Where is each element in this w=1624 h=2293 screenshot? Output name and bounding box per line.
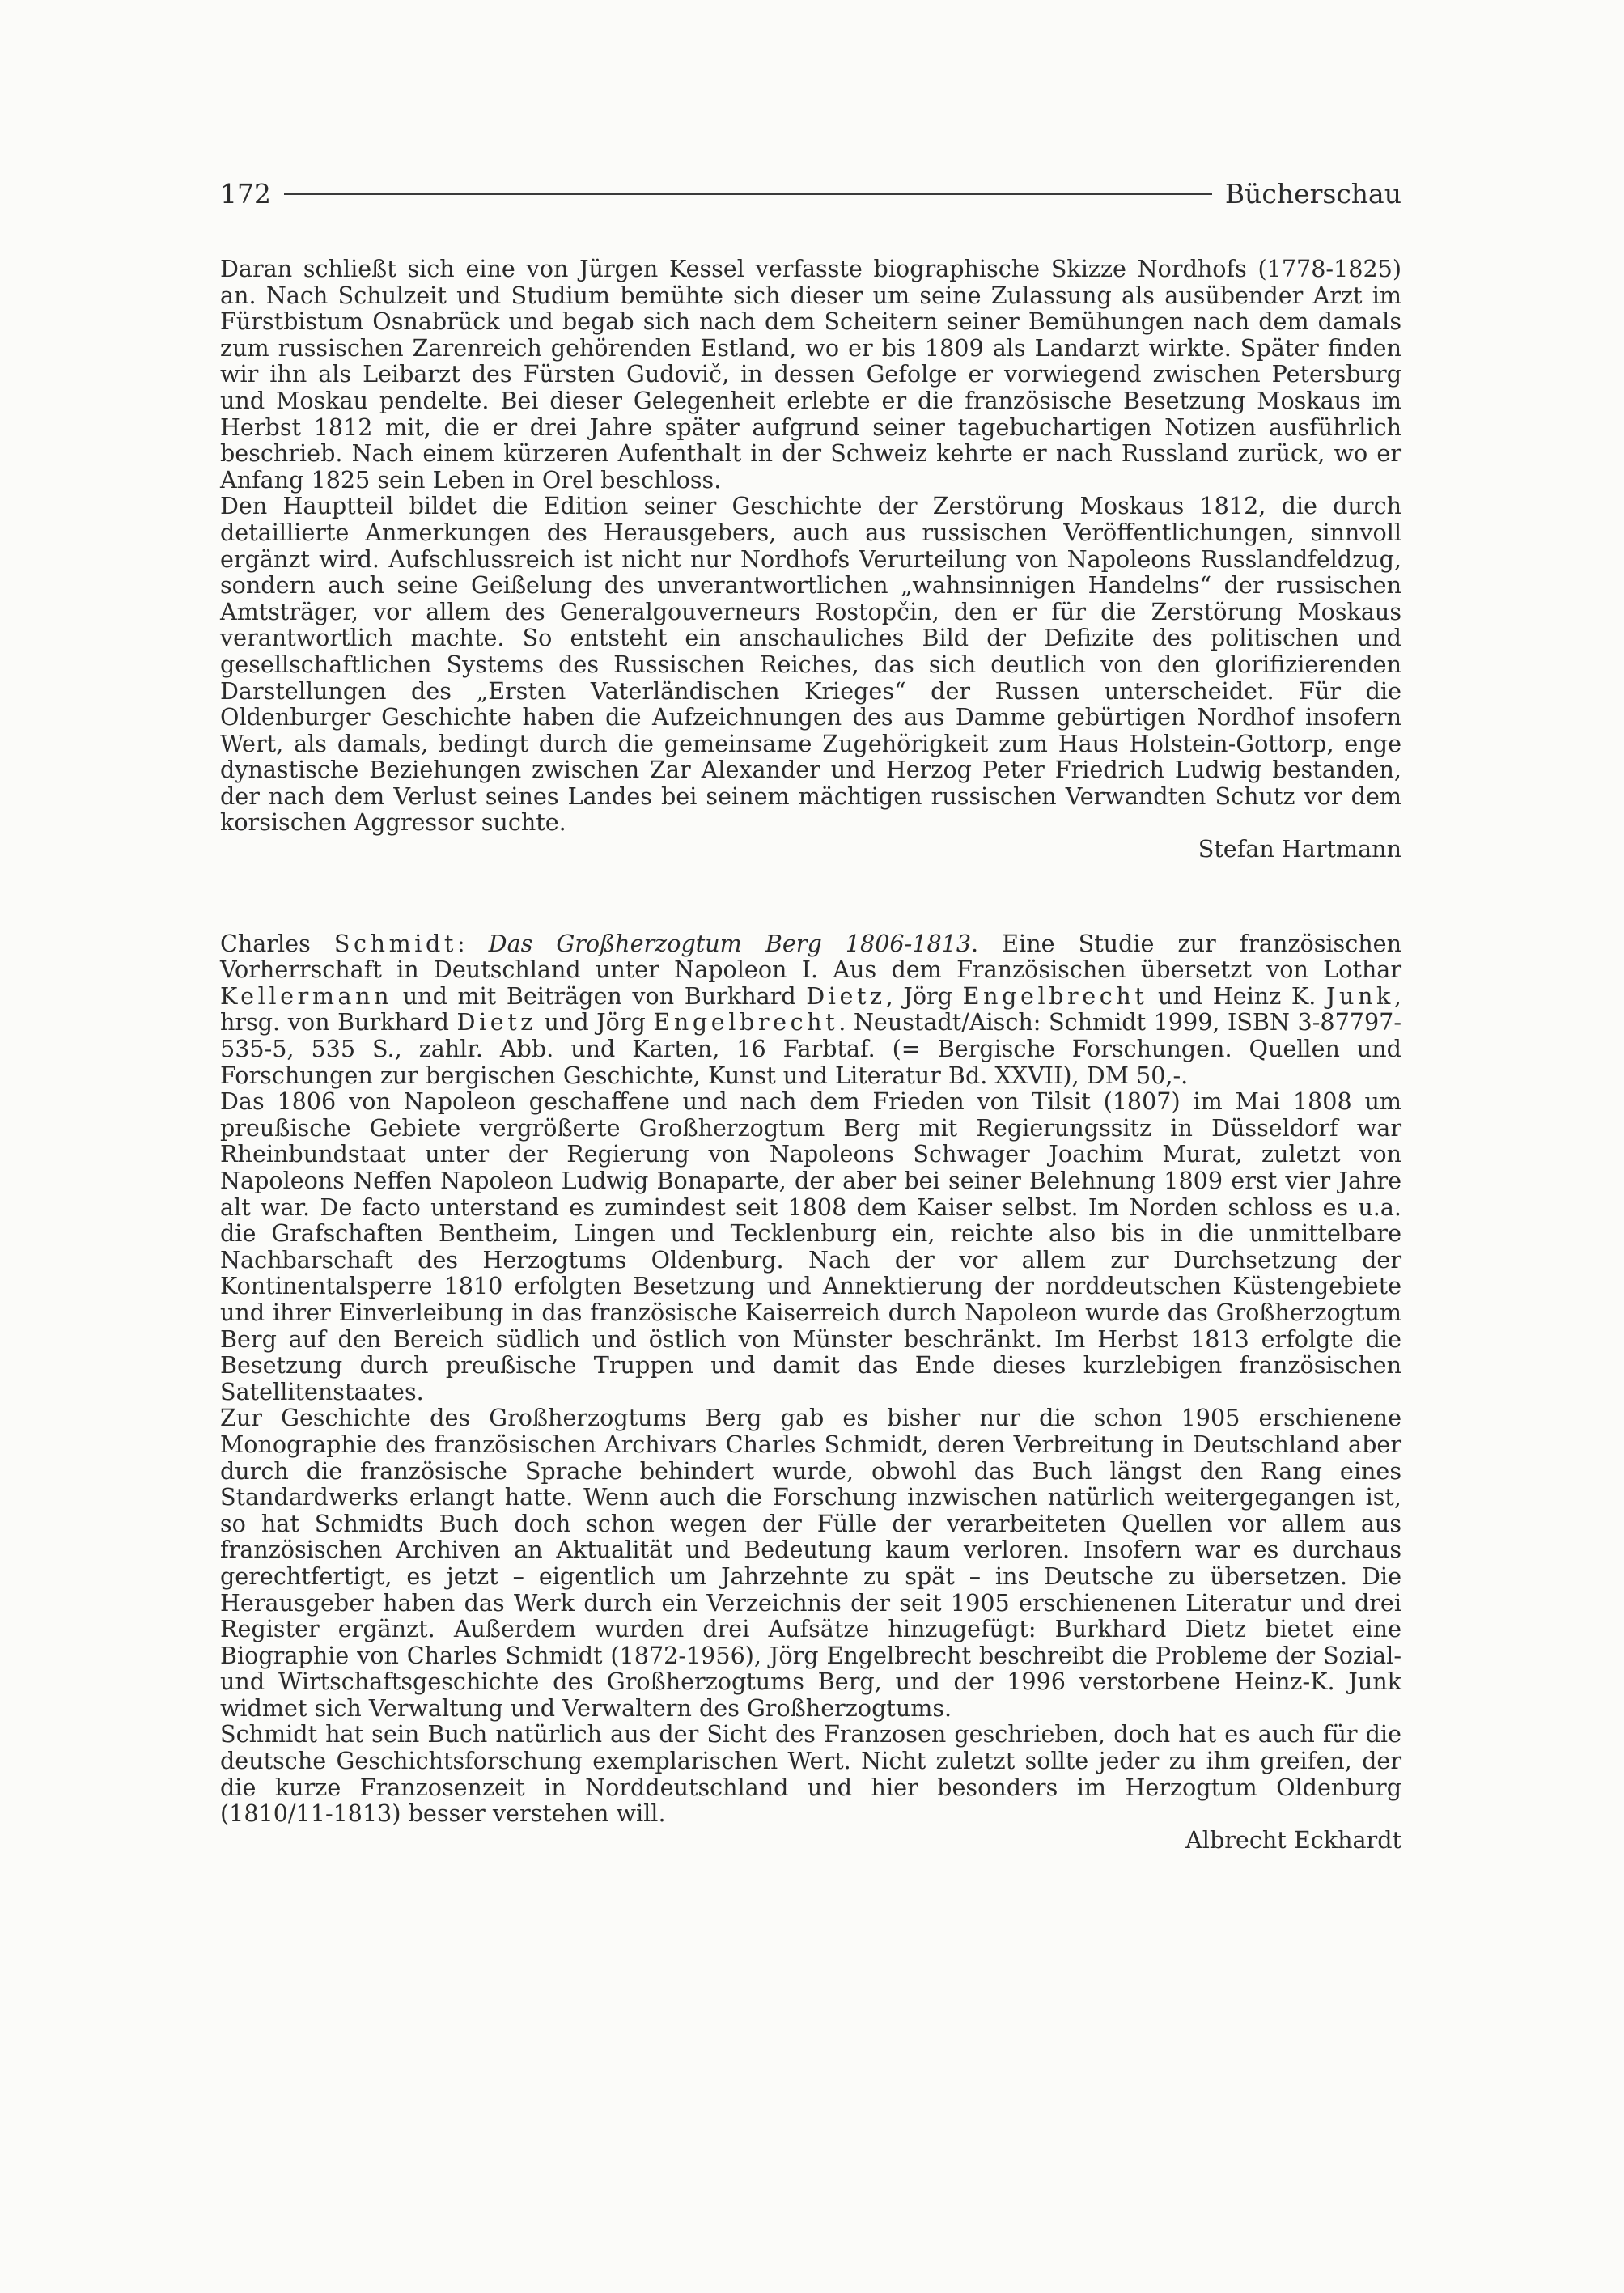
page-number: 172 xyxy=(220,178,271,210)
reviewer-signature: Albrecht Eckhardt xyxy=(1185,1825,1401,1854)
citation-text: : xyxy=(456,929,489,957)
editor-name: Engelbrecht xyxy=(653,1008,839,1036)
author-name: Schmidt xyxy=(333,929,457,957)
editor-name: Dietz xyxy=(456,1008,536,1036)
citation-text: und mit Beiträgen von Burkhard xyxy=(392,981,807,1010)
contributor-name: Junk xyxy=(1325,981,1394,1010)
page-header xyxy=(220,176,1401,212)
review-schmidt xyxy=(220,930,1401,1854)
reviewer-signature: Stefan Hartmann xyxy=(1198,835,1401,863)
review-paragraph: Daran schließt sich eine von Jürgen Kessel verfasste biographische Skizze Nordhofs (1778-1825) an. Nach Schulzeit und Studium bemühte sich dieser um seine Zulassung als ausübender Arzt im Fürstbistum Osnabrück und begab sich nach dem Scheitern seiner Bemühungen nach dem damals zum russischen Zarenreich gehörenden Estland, wo er bis 1809 als Landarzt wirkte. Später finden wir ihn als Leibarzt des Fürsten Gudovič, in dessen Gefolge er vorwiegend zwischen Petersburg und Moskau pendelte. Bei dieser Gelegenheit erlebte er die französische Besetzung Moskaus im Herbst 1812 mit, die er drei Jahre später aufgrund seiner tagebuchartigen Notizen ausführlich beschrieb. Nach einem kürzeren Aufenthalt in der Schweiz kehrte er nach Russland zurück, wo er Anfang 1825 sein Leben in Orel beschloss. xyxy=(220,255,1401,494)
review-paragraph: Schmidt hat sein Buch natürlich aus der Sicht des Franzosen geschrieben, doch hat es auch für die deutsche Geschichtsforschung exemplarischen Wert. Nicht zuletzt sollte jeder zu ihm greifen, der die kurze Franzosenzeit in Norddeutschland und hier besonders im Herzogtum Oldenburg (1810/11-1813) besser verstehen will. xyxy=(220,1720,1401,1828)
contributor-name: Engelbrecht xyxy=(962,981,1148,1010)
running-head: Bücherschau xyxy=(1224,178,1401,210)
citation-text: und Jörg xyxy=(536,1008,654,1036)
review-paragraph: Den Hauptteil bildet die Edition seiner Geschichte der Zerstörung Moskaus 1812, die durch detaillierte Anmerkungen des Herausgebers, auch aus russischen Veröffentlichungen, sinnvoll ergänzt wird. Aufschlussreich ist nicht nur Nordhofs Verurteilung von Napoleons Russlandfeldzug, sondern auch seine Geißelung des unverantwortlichen „wahnsinnigen Handelns“ der russischen Amtsträger, vor allem des Generalgouverneurs Rostopčin, den er für die Zerstörung Moskaus verantwortlich machte. So entsteht ein anschauliches Bild der Defizite des politischen und gesellschaftlichen Systems des Russischen Reiches, das sich deutlich von den glorifizierenden Darstellungen des „Ersten Vaterländischen Krieges“ der Russen unterscheidet. Für die Oldenburger Geschichte haben die Aufzeichnungen des aus Damme gebürtigen Nordhof insofern Wert, als damals, bedingt durch die gemeinsame Zugehörigkeit zum Haus Holstein-Gottorp, enge dynastische Beziehungen zwischen Zar Alexander und Herzog Peter Friedrich Ludwig bestanden, der nach dem Verlust seines Landes bei seinem mächtigen russischen Verwandten Schutz vor dem korsischen Aggressor suchte. xyxy=(220,492,1401,837)
contributor-name: Dietz xyxy=(806,981,886,1010)
contributor-name: Kellermann xyxy=(220,981,393,1010)
review-nordhof xyxy=(220,256,1401,863)
book-citation xyxy=(220,930,1401,1089)
citation-text: . Eine Studie zur französischen Vorherrschaft in Deutschland unter Napoleon I. Aus dem Französischen übersetzt von Lothar xyxy=(220,929,1401,984)
citation-text: , Jörg xyxy=(885,981,963,1010)
citation-text: und Heinz K. xyxy=(1147,981,1326,1010)
citation-text: , hrsg. von Burkhard xyxy=(220,981,1401,1036)
header-rule xyxy=(284,193,1212,195)
citation-text: Charles xyxy=(220,929,334,957)
review-separator xyxy=(220,863,1401,930)
review-paragraph: Das 1806 von Napoleon geschaffene und nach dem Frieden von Tilsit (1807) im Mai 1808 um preußische Gebiete vergrößerte Großherzogtum Berg mit Regierungssitz in Düsseldorf war Rheinbundstaat unter der Regierung von Napoleons Schwager Joachim Murat, zuletzt von Napoleons Neffen Napoleon Ludwig Bonaparte, der aber bei seiner Belehnung 1809 erst vier Jahre alt war. De facto unterstand es zumindest seit 1808 dem Kaiser selbst. Im Norden schloss es u.a. die Grafschaften Bentheim, Lingen und Tecklenburg ein, reichte also bis in die unmittelbare Nachbarschaft des Herzogtums Oldenburg. Nach der vor allem zur Durchsetzung der Kontinentalsperre 1810 erfolgten Besetzung und Annektierung der norddeutschen Küstengebiete und ihrer Einverleibung in das französische Kaiserreich durch Napoleon wurde das Großherzogtum Berg auf den Bereich südlich und östlich von Münster beschränkt. Im Herbst 1813 erfolgte die Besetzung durch preußische Truppen und damit das Ende dieses kurzlebigen französischen Satellitenstaates. xyxy=(220,1087,1401,1405)
citation-text: . Neustadt/Aisch: Schmidt 1999, ISBN 3-87797-535-5, 535 S., zahlr. Abb. und Karten, 16 Farbtaf. (= Bergische Forschungen. Quellen und Forschungen zur bergischen Geschichte, Kunst und Literatur Bd. XXVII), DM 50,-. xyxy=(220,1008,1401,1089)
page-content xyxy=(220,256,1401,1853)
book-title: Das Großherzogtum Berg 1806-1813 xyxy=(488,929,972,957)
review-paragraph: Zur Geschichte des Großherzogtums Berg gab es bisher nur die schon 1905 erschienene Monographie des französischen Archivars Charles Schmidt, deren Verbreitung in Deutschland aber durch die französische Sprache behindert wurde, obwohl das Buch längst den Rang eines Standardwerks erlangt hatte. Wenn auch die Forschung inzwischen natürlich weitergegangen ist, so hat Schmidts Buch doch schon wegen der Fülle der verarbeiteten Quellen vor allem aus französischen Archiven an Aktualität und Bedeutung kaum verloren. Insofern war es durchaus gerechtfertigt, es jetzt – eigentlich um Jahrzehnte zu spät – ins Deutsche zu übersetzen. Die Herausgeber haben das Werk durch ein Verzeichnis der seit 1905 erschienenen Literatur und drei Register ergänzt. Außerdem wurden drei Aufsätze hinzugefügt: Burkhard Dietz bietet eine Biographie von Charles Schmidt (1872-1956), Jörg Engelbrecht beschreibt die Probleme der Sozial- und Wirtschaftsgeschichte des Großherzogtums Berg, und der 1996 verstorbene Heinz-K. Junk widmet sich Verwaltung und Verwaltern des Großherzogtums. xyxy=(220,1404,1401,1722)
